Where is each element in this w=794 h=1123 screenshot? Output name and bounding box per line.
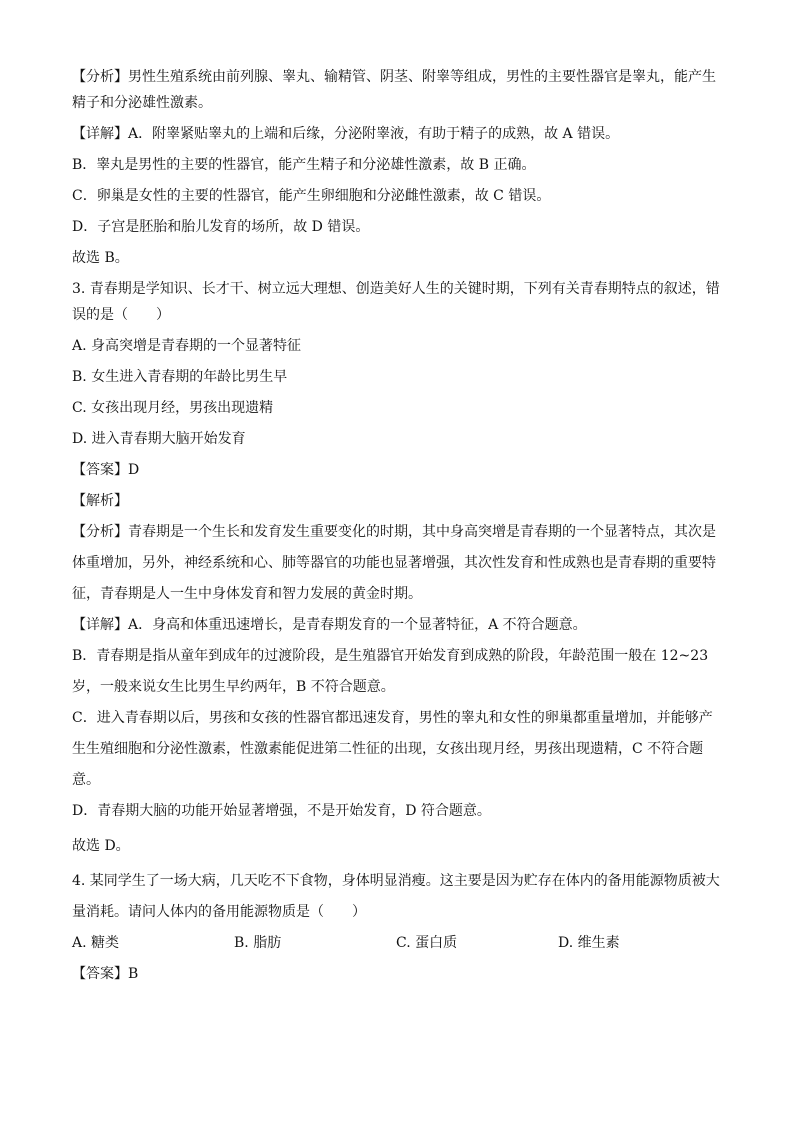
q3-analysis (72, 519, 732, 607)
q2-conclusion: 故选 B。 (72, 250, 129, 266)
q2-detail-line: 【详解】A．附睾紧贴睾丸的上端和后缘，分泌附睾液，有助于精子的成熟，故 A 错误。 (72, 126, 620, 142)
q3-stem (72, 276, 732, 328)
q3-detail-line: 【详解】A．身高和体重迅速增长，是青春期发育的一个显著特征，A 不符合题意。 (72, 617, 587, 633)
q3-detail-line: B．青春期是指从童年到成年的过渡阶段，是生殖器官开始发育到成熟的阶段，年龄范围一般在 12~23 (72, 648, 709, 664)
q3-detail-line: 意。 (72, 772, 100, 788)
q2-analysis-line: 精子和分泌雄性激素。 (72, 95, 212, 111)
q3-option-b: B. 女生进入青春期的年龄比男生早 (72, 369, 288, 385)
q4-option-d: D. 维生素 (558, 935, 620, 951)
q4-option-a: A. 糖类 (72, 935, 120, 951)
q3-stem-line: 误的是（ ） (72, 307, 170, 323)
q3-detail-line: 生生殖细胞和分泌性激素，性激素能促进第二性征的出现，女孩出现月经，男孩出现遗精，C 不符合题 (72, 741, 704, 757)
q2-detail-line: D．子宫是胚胎和胎儿发育的场所，故 D 错误。 (72, 219, 370, 235)
q3-detail-line: C．进入青春期以后，男孩和女孩的性器官都迅速发育，男性的睾丸和女性的卵巢都重量增加，并能够产 (72, 710, 713, 726)
q2-detail-line: C．卵巢是女性的主要的性器官，能产生卵细胞和分泌雌性激素，故 C 错误。 (72, 188, 551, 204)
q2-analysis (72, 64, 732, 116)
q4-option-b: B. 脂肪 (234, 935, 282, 951)
q3-analysis-line: 征，青春期是人一生中身体发育和智力发展的黄金时期。 (72, 586, 422, 602)
q2-detail-line: B．睾丸是男性的主要的性器官，能产生精子和分泌雄性激素，故 B 正确。 (72, 157, 536, 173)
q3-stem-line: 3. 青春期是学知识、长才干、树立远大理想、创造美好人生的关键时期，下列有关青春期特点的叙述，错 (72, 281, 720, 297)
q3-detail (72, 612, 732, 824)
q2-detail (72, 121, 732, 240)
document-page (72, 64, 732, 987)
q3-option-d: D. 进入青春期大脑开始发育 (72, 431, 246, 447)
q3-answer: 【答案】D (72, 462, 140, 478)
q3-option-a: A. 身高突增是青春期的一个显著特征 (72, 338, 302, 354)
q4-answer: 【答案】B (72, 966, 139, 982)
q2-analysis-line: 【分析】男性生殖系统由前列腺、睾丸、输精管、阴茎、附睾等组成，男性的主要性器官是睾丸，能产生 (72, 69, 716, 85)
q3-explain-tag: 【解析】 (72, 493, 128, 509)
q3-option-c: C. 女孩出现月经，男孩出现遗精 (72, 400, 274, 416)
q4-stem-line: 4. 某同学生了一场大病，几天吃不下食物，身体明显消瘦。这主要是因为贮存在体内的备用能源物质被大 (72, 873, 720, 889)
q3-analysis-line: 【分析】青春期是一个生长和发育发生重要变化的时期，其中身高突增是青春期的一个显著特点，其次是 (72, 524, 716, 540)
q4-options (72, 930, 732, 956)
q4-stem (72, 868, 732, 925)
q4-option-c: C. 蛋白质 (396, 935, 458, 951)
q3-detail-line: D．青春期大脑的功能开始显著增强，不是开始发育，D 符合题意。 (72, 803, 491, 819)
q3-analysis-line: 体重增加，另外，神经系统和心、肺等器官的功能也显著增强，其次性发育和性成熟也是青春期的重要特 (72, 555, 716, 571)
q4-stem-line: 量消耗。请问人体内的备用能源物质是（ ） (72, 904, 366, 920)
q3-detail-line: 岁，一般来说女生比男生早约两年，B 不符合题意。 (72, 679, 395, 695)
q3-conclusion: 故选 D。 (72, 838, 130, 854)
q3-options (72, 333, 732, 452)
